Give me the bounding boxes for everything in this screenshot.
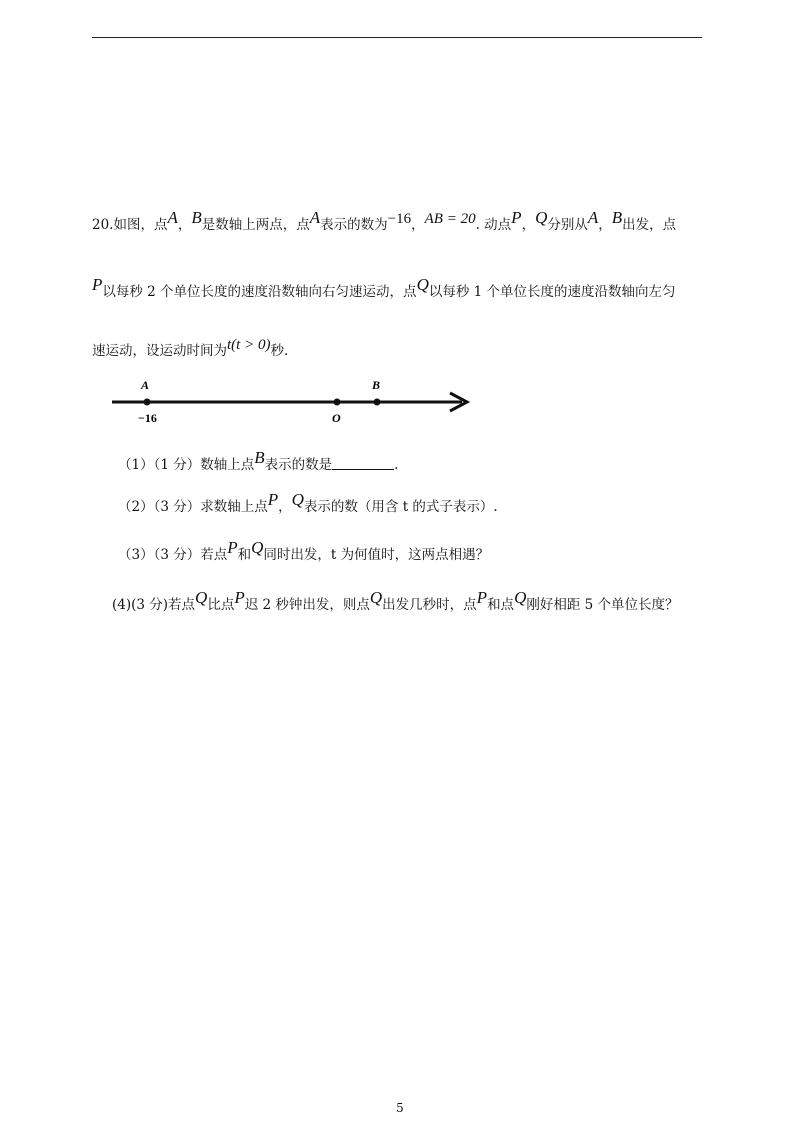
comma: ，	[177, 217, 192, 233]
header-rule	[92, 37, 702, 38]
problem-line-1	[92, 208, 677, 233]
text-segment: （2）（3 分）求数轴上点	[118, 499, 268, 515]
text-segment: 秒.	[270, 343, 289, 359]
problem-line-3	[92, 337, 289, 359]
point-p-var: P	[511, 208, 522, 227]
text-segment: 分别从	[547, 217, 588, 233]
page-number: 5	[396, 1101, 404, 1115]
point-q-var: Q	[369, 588, 383, 607]
text-segment: 以每秒 2 个单位长度的速度沿数轴向右匀速运动，点	[102, 284, 417, 300]
number-line-figure	[110, 378, 480, 428]
text-segment: 出发，点	[622, 217, 677, 233]
point-q-var: Q	[416, 275, 429, 294]
text-segment: 表示的数（用含 t 的式子表示）.	[303, 499, 498, 515]
text-segment: 迟 2 秒钟出发，则点	[244, 597, 370, 613]
text-segment: 和点	[487, 597, 515, 613]
point-b-dot	[374, 399, 381, 406]
label-a: A	[141, 378, 150, 392]
point-b-var: B	[191, 208, 202, 227]
point-p-var: P	[476, 588, 488, 607]
question-2	[118, 490, 498, 515]
value-neg16: −16	[387, 211, 412, 227]
text-segment: 以每秒 1 个单位长度的速度沿数轴向左匀	[428, 284, 676, 300]
label-neg16: −16	[138, 411, 157, 425]
point-q-var: Q	[514, 588, 527, 607]
text-segment: 和	[237, 547, 252, 563]
point-b-var: B	[254, 448, 265, 467]
problem-line-2	[92, 275, 676, 300]
problem-number: 20.如图，点	[92, 217, 168, 233]
comma: ，	[521, 217, 536, 233]
point-o-dot	[334, 399, 341, 406]
point-q-var: Q	[535, 208, 548, 227]
text-segment: .	[394, 457, 399, 473]
question-4	[112, 588, 679, 613]
point-p-var: P	[92, 275, 103, 294]
point-p-var: P	[234, 588, 245, 607]
point-b-var: B	[611, 208, 623, 227]
answer-blank[interactable]	[332, 457, 394, 470]
text-segment: （1）（1 分）数轴上点	[118, 457, 255, 473]
point-q-var: Q	[251, 538, 264, 557]
text-segment: . 动点	[475, 217, 512, 233]
text-segment: 出发几秒时，点	[382, 597, 477, 613]
point-q-var: Q	[195, 588, 208, 607]
point-a-var: A	[587, 208, 599, 227]
text-segment: 速运动，设运动时间为	[92, 343, 227, 359]
question-3	[118, 538, 490, 563]
text-segment: 表示的数为	[320, 217, 388, 233]
label-o: O	[332, 411, 341, 425]
question-1	[118, 448, 399, 473]
text-segment: 刚好相距 5 个单位长度？	[526, 597, 679, 613]
comma: ，	[411, 217, 425, 233]
text-segment: （3）（3 分）若点	[118, 547, 228, 563]
ab-equation: AB = 20	[424, 211, 476, 227]
point-q-var: Q	[291, 490, 304, 509]
point-a-var: A	[309, 208, 321, 227]
label-b: B	[372, 378, 381, 392]
point-p-var: P	[267, 490, 279, 509]
point-a-var: A	[167, 208, 178, 227]
point-p-var: P	[227, 538, 238, 557]
point-a-dot	[144, 399, 151, 406]
time-expression: t(t > 0)	[227, 337, 271, 353]
text-segment: 同时出发，t 为何值时，这两点相遇？	[263, 547, 490, 563]
text-segment: 表示的数是	[264, 457, 333, 473]
comma: ，	[278, 499, 292, 515]
text-segment: 比点	[207, 597, 235, 613]
comma: ，	[598, 217, 612, 233]
text-segment: (4)(3 分)若点	[112, 597, 196, 613]
text-segment: 是数轴上两点，点	[201, 217, 310, 233]
